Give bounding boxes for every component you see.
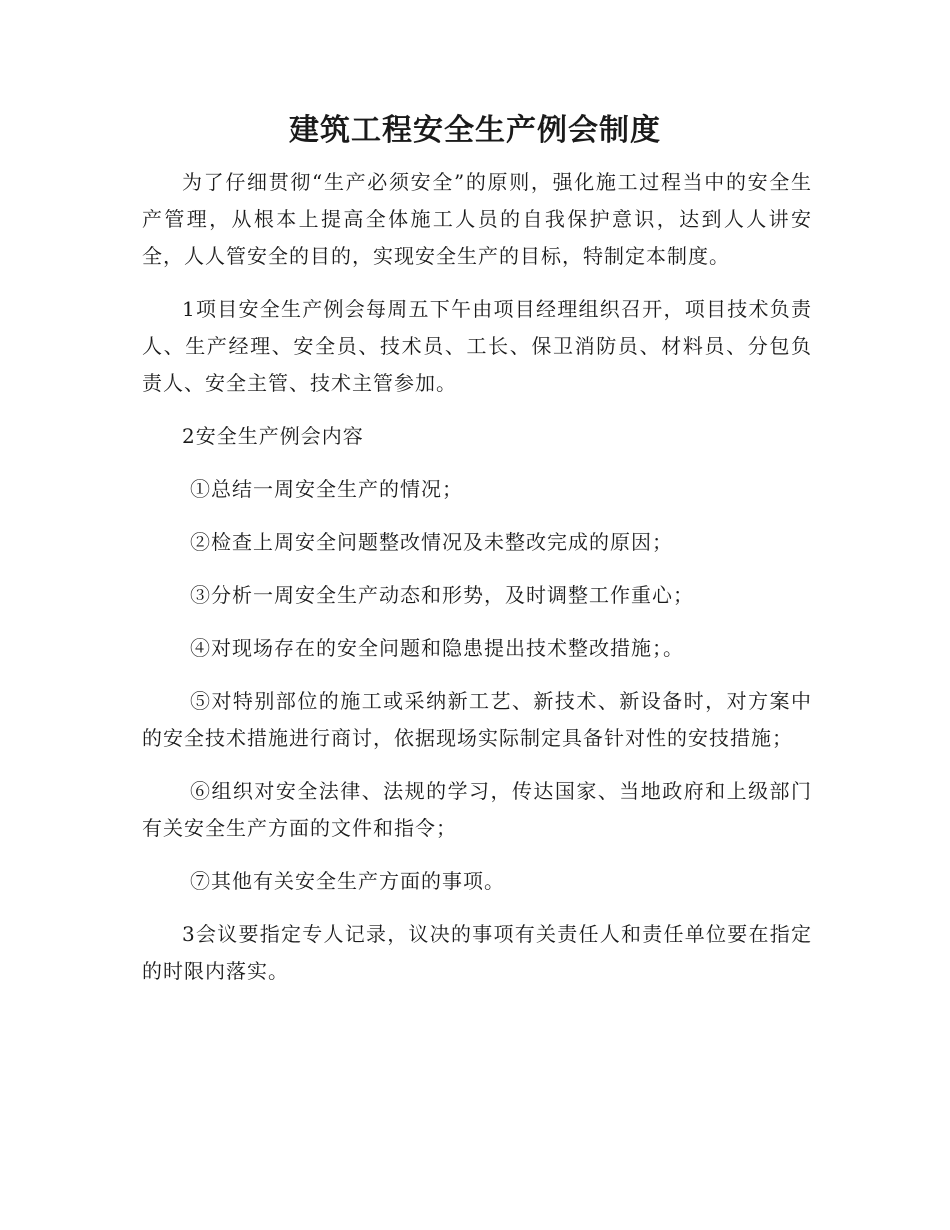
- paragraph-clause-3: 3会议要指定专人记录，议决的事项有关责任人和责任单位要在指定的时限内落实。: [142, 922, 812, 983]
- document-title: 建筑工程安全生产例会制度: [289, 113, 661, 148]
- list-item-5: ⑤对特别部位的施工或采纳新工艺、新技术、新设备时，对方案中的安全技术措施进行商讨，依据现场实际制定具备针对性的安技措施；: [142, 689, 812, 750]
- list-item-6: ⑥组织对安全法律、法规的学习，传达国家、当地政府和上级部门有关安全生产方面的文件和指令；: [142, 779, 812, 840]
- document-body: [142, 164, 812, 1006]
- list-item-4: ④对现场存在的安全问题和隐患提出技术整改措施；。: [190, 636, 684, 660]
- paragraph-clause-1: 1项目安全生产例会每周五下午由项目经理组织召开，项目技术负责人、生产经理、安全员、技术员、工长、保卫消防员、材料员、分包负责人、安全主管、技术主管参加。: [142, 297, 812, 395]
- list-item-1: ①总结一周安全生产的情况；: [190, 477, 463, 501]
- list-item-2: ②检查上周安全问题整改情况及未整改完成的原因；: [190, 530, 673, 554]
- list-item-3: ③分析一周安全生产动态和形势，及时调整工作重心；: [190, 583, 694, 607]
- list-item-7: ⑦其他有关安全生产方面的事项。: [190, 869, 505, 893]
- paragraph-intro: 为了仔细贯彻“生产必须安全”的原则，强化施工过程当中的安全生产管理，从根本上提高全体施工人员的自我保护意识，达到人人讲安全，人人管安全的目的，实现安全生产的目标，特制定本制度。: [142, 170, 812, 268]
- paragraph-clause-2: 2安全生产例会内容: [182, 424, 364, 448]
